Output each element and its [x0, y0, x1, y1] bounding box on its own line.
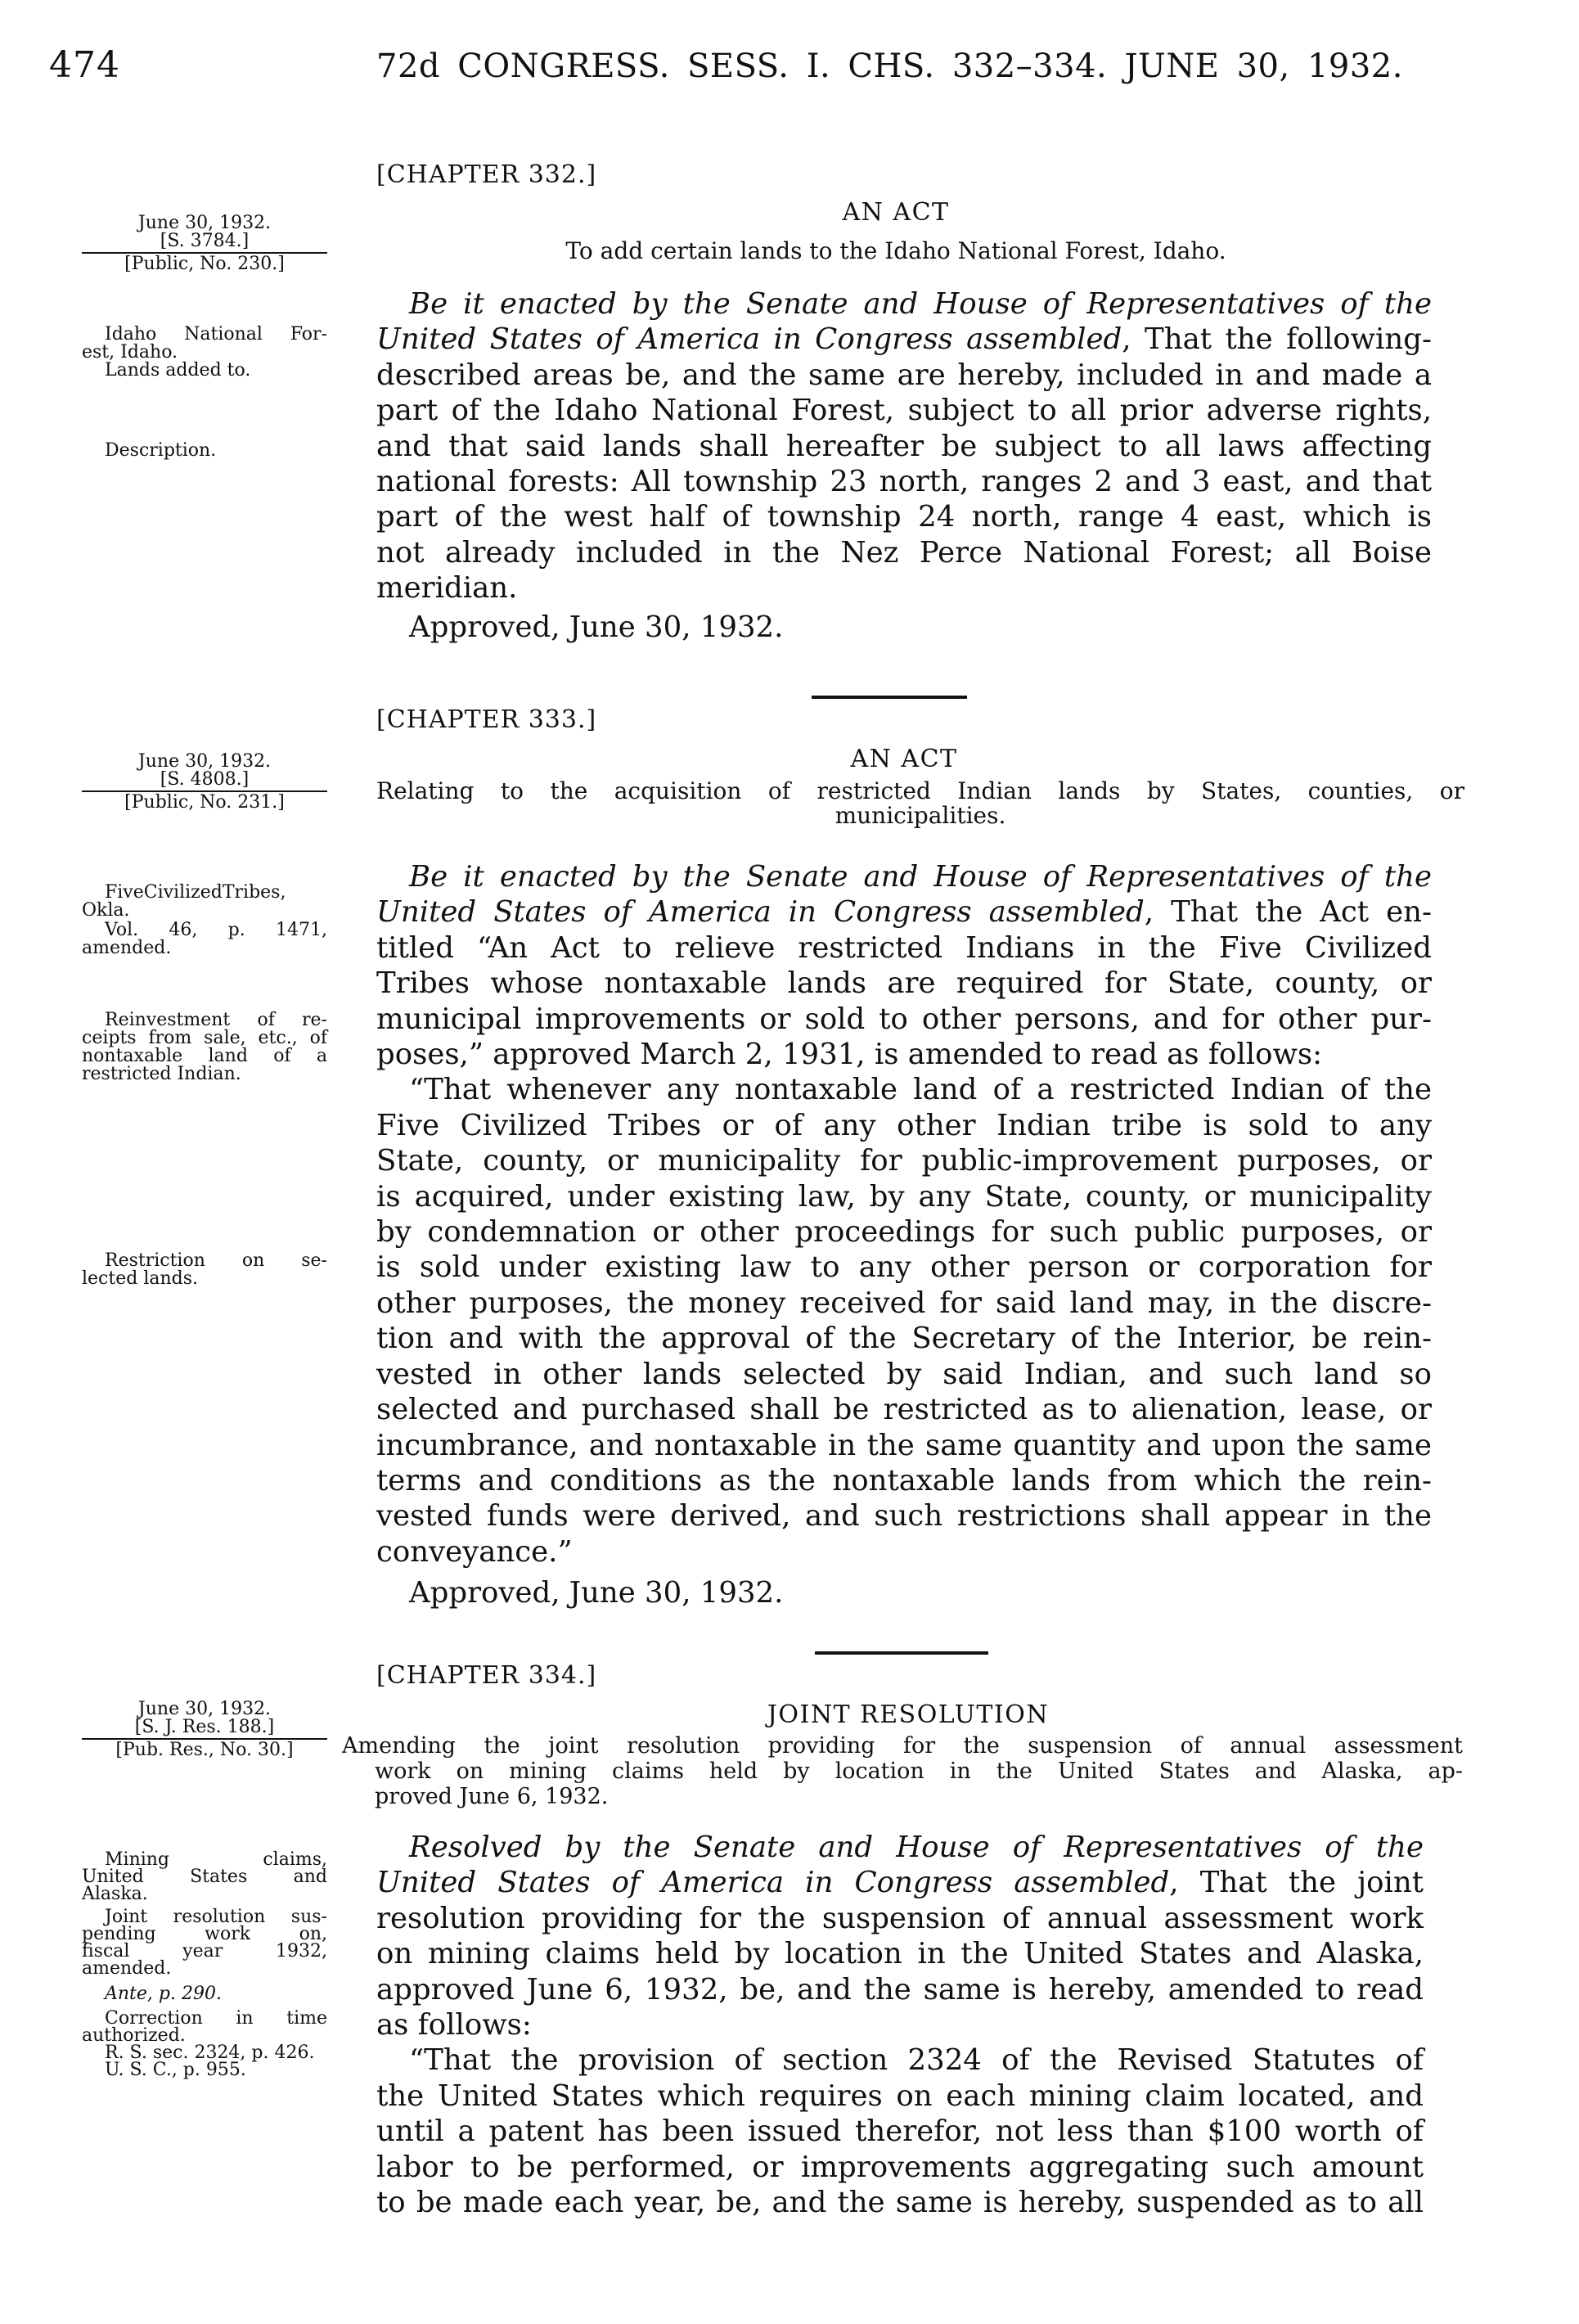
purpose-line: Relating to the acquisition of restricted Indian lands by States, counties, or [376, 777, 1464, 804]
sidenote-line: amended. [82, 938, 172, 958]
sidenote-line: pending work on, [82, 1924, 327, 1944]
chapter-separator [812, 696, 967, 699]
sidenote-line: ceipts from sale, etc., of [82, 1028, 327, 1048]
sidenote-date: June 30, 1932. [137, 751, 272, 772]
body-line: United States of America in Congress assembled, That the Act en- [376, 895, 1432, 930]
purpose-line: municipalities. [834, 802, 1006, 829]
sidenote [82, 921, 327, 957]
body-line: municipal improvements or sold to other persons, and for other pur- [376, 1002, 1432, 1036]
body-line: State, county, or municipality for public-improvement purposes, or [376, 1144, 1432, 1178]
purpose-line: Amending the joint resolution providing for the suspension of annual assessment [342, 1733, 1463, 1759]
sidenote-line: Correction in time [105, 2008, 327, 2029]
body-line: as follows: [376, 2008, 532, 2043]
purpose-line: proved June 6, 1932. [375, 1784, 609, 1809]
sidenote-line: FiveCivilizedTribes, [105, 882, 286, 903]
sidenote-line: lected lands. [82, 1268, 199, 1289]
chapter-label: [CHAPTER 334.] [376, 1661, 597, 1690]
sidenote [82, 1851, 327, 1903]
sidenote-line: amended. [82, 1958, 172, 1979]
body-line: conveyance.” [376, 1534, 573, 1569]
page-number: 474 [49, 44, 120, 86]
body-line: titled “An Act to relieve restricted Indians in the Five Civilized [376, 930, 1432, 965]
body-line: to be made each year, be, and the same is hereby, suspended as to all [376, 2186, 1424, 2220]
body-line: described areas be, and the same are hereby, included in and made a [376, 358, 1432, 392]
sidenote-line: Joint resolution sus- [105, 1907, 327, 1927]
body-line: labor to be performed, or improvements aggregating such amount [376, 2150, 1424, 2184]
body-line: selected and purchased shall be restricted as to alienation, lease, or [376, 1393, 1432, 1427]
sidenote [82, 1011, 327, 1083]
body-line: Five Civilized Tribes or of any other Indian tribe is sold to any [376, 1108, 1432, 1142]
body-line: by condemnation or other proceedings for such public purposes, or [376, 1215, 1432, 1250]
purpose-line: work on mining claims held by location in the United States and Alaska, ap- [375, 1759, 1463, 1784]
sidenote-line: Reinvestment of re- [105, 1010, 327, 1030]
act-purpose [376, 777, 1464, 830]
resolution-body [376, 1830, 1424, 2220]
sidenote-header [82, 1700, 327, 1759]
body-line: is sold under existing law to any other person or corporation for [376, 1250, 1432, 1285]
sidenote-date: June 30, 1932. [137, 213, 272, 233]
body-line: on mining claims held by location in the United States and Alaska, [376, 1937, 1424, 1971]
approved-date: Approved, June 30, 1932. [409, 1576, 784, 1610]
chapter-label: [CHAPTER 332.] [376, 160, 597, 189]
body-line: approved June 6, 1932, be, and the same is hereby, amended to read [376, 1972, 1424, 2006]
sidenote-public-no: [Public, No. 231.] [124, 792, 285, 813]
sidenote-line: Ante, p. 290. [105, 1984, 222, 2004]
sidenote-public-no: [Pub. Res., No. 30.] [115, 1740, 294, 1760]
body-line: “That the provision of section 2324 of the Revised Statutes of [409, 2043, 1424, 2078]
chapter-separator [815, 1651, 988, 1655]
sidenote [82, 1908, 327, 1977]
sidenote-bill: [S. 4808.] [160, 769, 250, 790]
body-line: poses,” approved March 2, 1931, is amended to read as follows: [376, 1038, 1323, 1072]
body-line: “That whenever any nontaxable land of a restricted Indian of the [409, 1073, 1432, 1107]
sidenote-line: R. S. sec. 2324, p. 426. [105, 2043, 315, 2063]
sidenote-line: United States and [82, 1867, 327, 1887]
sidenote [82, 1252, 327, 1288]
body-line: the United States which requires on each mining claim located, and [376, 2079, 1424, 2113]
sidenote-line: Vol. 46, p. 1471, [105, 920, 327, 940]
sidenote-line: Mining claims, [105, 1849, 327, 1870]
body-line: vested funds were derived, and such restrictions shall appear in the [376, 1499, 1432, 1534]
act-purpose [342, 1733, 1463, 1809]
body-line: United States of America in Congress assembled, That the following- [376, 322, 1432, 357]
sidenote-line: Description. [105, 440, 217, 461]
sidenote-line: nontaxable land of a [82, 1046, 327, 1066]
body-line: resolution providing for the suspension of annual assessment work [376, 1901, 1424, 1935]
sidenote [82, 326, 327, 380]
chapter-label: [CHAPTER 333.] [376, 705, 597, 734]
sidenote-bill: [S. J. Res. 188.] [134, 1717, 275, 1737]
sidenote-line: U. S. C., p. 955. [105, 2060, 246, 2080]
act-purpose: To add certain lands to the Idaho National Forest, Idaho. [565, 237, 1226, 264]
act-title: JOINT RESOLUTION [767, 1700, 1050, 1729]
body-line: Resolved by the Senate and House of Representatives of the [409, 1831, 1424, 1864]
body-line: not already included in the Nez Perce National Forest; all Boise [376, 535, 1432, 570]
act-body [376, 286, 1432, 606]
sidenote-public-no: [Public, No. 230.] [124, 254, 285, 274]
sidenote [82, 442, 327, 460]
body-line: United States of America in Congress assembled, That the joint [376, 1866, 1424, 1900]
body-line: Tribes whose nontaxable lands are required for State, county, or [376, 966, 1432, 1001]
act-title: AN ACT [850, 745, 958, 773]
body-line: national forests: All township 23 north, ranges 2 and 3 east, and that [376, 465, 1432, 499]
body-line: vested in other lands selected by said Indian, and such land so [376, 1357, 1432, 1391]
sidenote-line: Lands added to. [105, 360, 251, 381]
body-line: until a patent has been issued therefor, not less than $100 worth of [376, 2115, 1424, 2149]
body-line: Be it enacted by the Senate and House of Representatives of the [409, 860, 1432, 894]
sidenote [82, 2010, 327, 2079]
body-line: and that said lands shall hereafter be subject to all laws affecting [376, 429, 1432, 463]
running-head: 72d CONGRESS. SESS. I. CHS. 332–334. JUNE 30, 1932. [376, 47, 1403, 85]
body-line: tion and with the approval of the Secretary of the Interior, be rein- [376, 1322, 1432, 1356]
body-line: terms and conditions as the nontaxable lands from which the rein- [376, 1463, 1432, 1498]
sidenote-header [82, 753, 327, 812]
sidenote-date: June 30, 1932. [137, 1699, 272, 1719]
body-line: is acquired, under existing law, by any State, county, or municipality [376, 1179, 1432, 1214]
sidenote-bill: [S. 3784.] [160, 231, 250, 251]
sidenote [82, 1985, 327, 2003]
sidenote [82, 884, 327, 920]
sidenote-line: Okla. [82, 900, 130, 921]
body-line: other purposes, the money received for said land may, in the discre- [376, 1286, 1432, 1320]
sidenote-line: est, Idaho. [82, 342, 178, 363]
sidenote-line: authorized. [82, 2025, 186, 2046]
approved-date: Approved, June 30, 1932. [409, 610, 784, 644]
body-line: meridian. [376, 571, 518, 606]
body-line: part of the Idaho National Forest, subject to all prior adverse rights, [376, 394, 1432, 428]
act-body [376, 859, 1432, 1570]
body-line: Be it enacted by the Senate and House of Representatives of the [409, 287, 1432, 321]
sidenote-header [82, 214, 327, 273]
sidenote-line: fiscal year 1932, [82, 1941, 327, 1961]
sidenote-line: Restriction on se- [105, 1250, 327, 1271]
sidenote-line: restricted Indian. [82, 1064, 241, 1084]
act-title: AN ACT [842, 198, 950, 227]
body-line: incumbrance, and nontaxable in the same quantity and upon the same [376, 1428, 1432, 1462]
body-line: part of the west half of township 24 north, range 4 east, which is [376, 500, 1432, 534]
sidenote-line: Alaska. [82, 1884, 148, 1904]
sidenote-line: Idaho National For- [105, 324, 327, 345]
